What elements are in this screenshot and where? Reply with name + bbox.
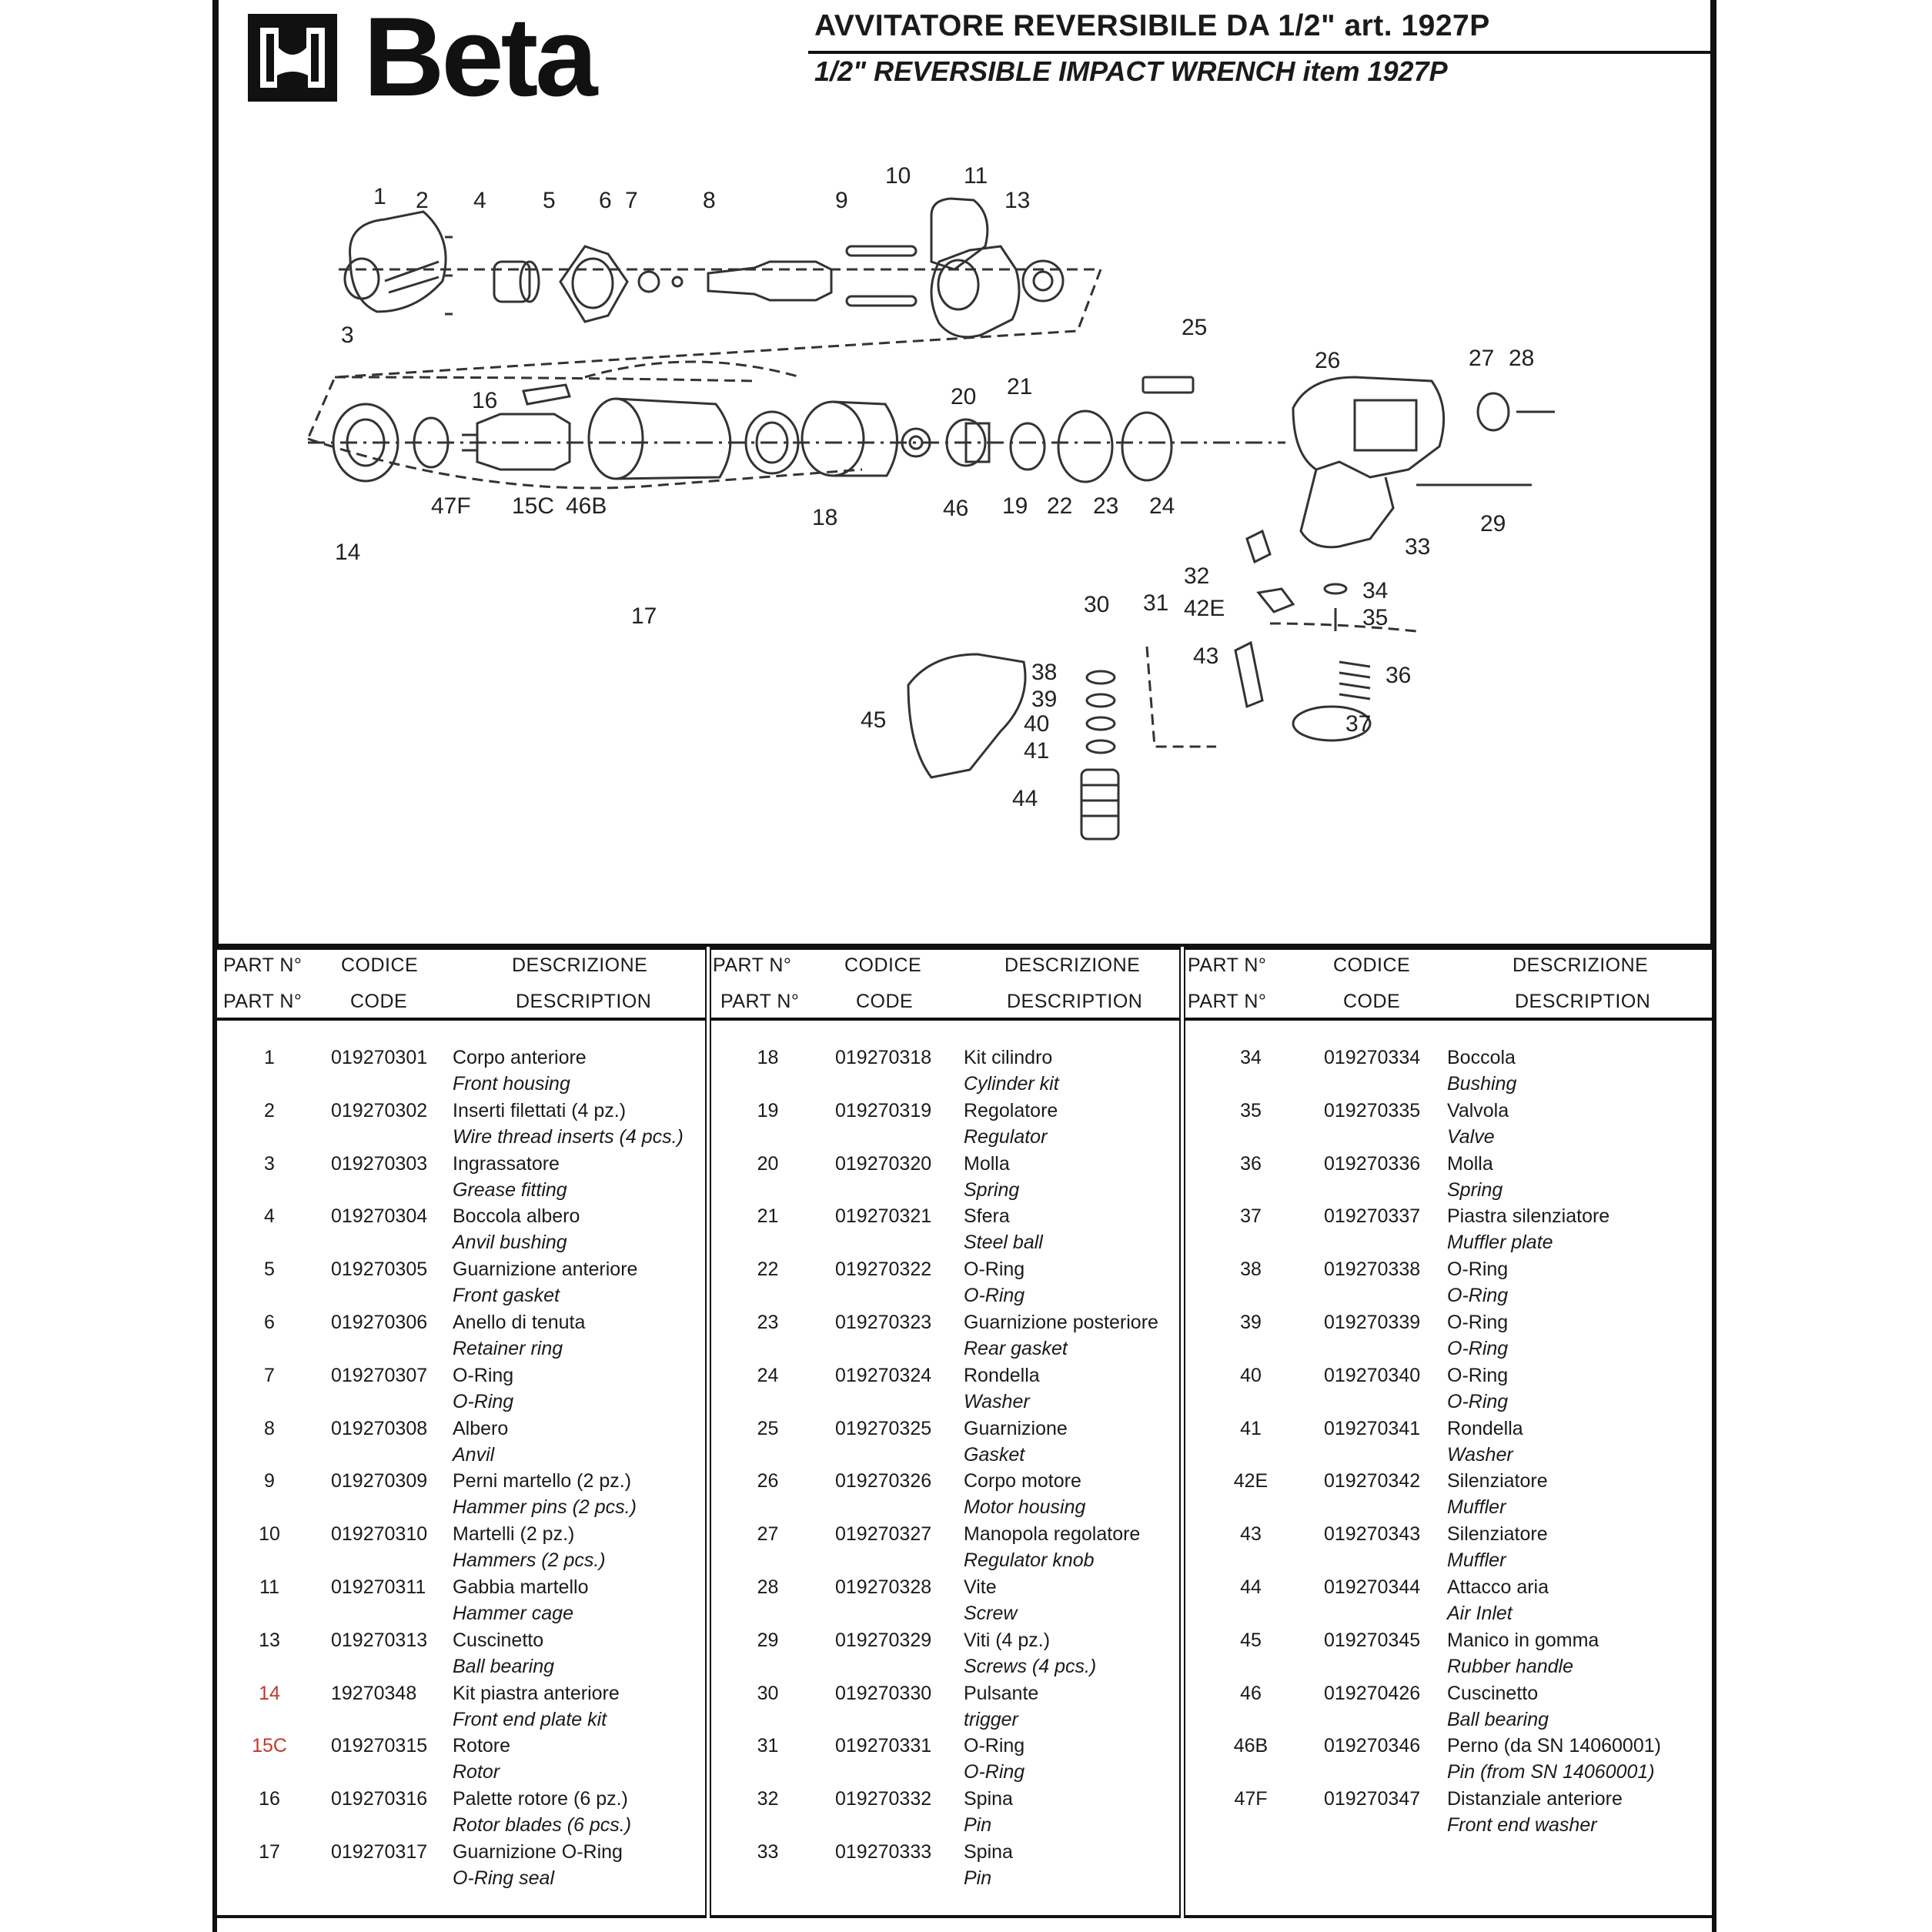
part-code: 019270305 (331, 1258, 428, 1281)
part-code: 019270327 (835, 1523, 932, 1546)
part-number: 44 (1240, 1576, 1262, 1598)
part-number: 18 (757, 1047, 779, 1068)
description-italian: Rotore (453, 1735, 511, 1757)
svg-text:4: 4 (473, 188, 486, 213)
description-english: Hammer pins (2 pcs.) (453, 1496, 637, 1519)
part-code: 019270344 (1324, 1576, 1421, 1598)
part-code: 019270335 (1324, 1099, 1421, 1121)
svg-text:30: 30 (1084, 592, 1110, 617)
part-number: 35 (1240, 1099, 1262, 1121)
svg-text:28: 28 (1509, 346, 1535, 371)
part-number: 15C (252, 1735, 287, 1757)
svg-text:31: 31 (1143, 590, 1169, 616)
svg-text:46: 46 (943, 496, 969, 521)
description-english: Cylinder kit (964, 1073, 1059, 1095)
svg-text:11: 11 (964, 163, 988, 189)
description-italian: Sfera (964, 1205, 1010, 1228)
table-top-rule (216, 947, 1713, 950)
part-code: 019270336 (1324, 1152, 1421, 1175)
svg-text:44: 44 (1012, 786, 1038, 811)
description-english: O-Ring (964, 1285, 1025, 1307)
svg-text:1: 1 (373, 184, 386, 209)
part-number: 4 (264, 1205, 275, 1228)
part-number: 28 (757, 1576, 779, 1598)
description-italian: Ingrassatore (453, 1152, 560, 1175)
part-code: 019270345 (1324, 1629, 1421, 1651)
description-italian: Pulsante (964, 1682, 1039, 1704)
part-code: 019270316 (331, 1788, 428, 1810)
svg-text:7: 7 (625, 188, 638, 213)
part-number: 38 (1240, 1258, 1262, 1281)
svg-text:37: 37 (1345, 711, 1372, 737)
description-italian: Kit cilindro (964, 1047, 1053, 1068)
description-english: Air Inlet (1447, 1603, 1513, 1624)
header-desc-it: DESCRIZIONE (512, 954, 648, 976)
part-number: 6 (264, 1312, 275, 1333)
description-english: Front housing (453, 1073, 570, 1095)
svg-text:43: 43 (1193, 643, 1219, 669)
part-code: 019270343 (1324, 1523, 1421, 1546)
part-code: 019270308 (331, 1417, 428, 1439)
title-english: 1/2" REVERSIBLE IMPACT WRENCH item 1927P (814, 55, 1448, 87)
svg-text:35: 35 (1362, 605, 1389, 630)
description-english: Ball bearing (1447, 1708, 1549, 1730)
description-italian: Piastra silenziatore (1447, 1205, 1610, 1228)
description-italian: Kit piastra anteriore (453, 1682, 620, 1704)
description-english: Hammers (2 pcs.) (453, 1549, 606, 1572)
description-english: O-Ring (453, 1390, 514, 1412)
description-italian: O-Ring (453, 1364, 514, 1386)
part-number: 2 (264, 1099, 275, 1121)
part-number: 39 (1240, 1312, 1262, 1333)
svg-text:15C: 15C (512, 493, 555, 519)
part-code: 019270306 (331, 1312, 428, 1333)
description-english: Front end plate kit (453, 1708, 607, 1730)
exploded-diagram-drawing (262, 146, 1601, 885)
description-italian: Molla (964, 1152, 1010, 1175)
part-code: 019270325 (835, 1417, 932, 1439)
part-number: 33 (757, 1841, 779, 1863)
description-italian: Viti (4 pz.) (964, 1629, 1051, 1651)
svg-text:20: 20 (951, 384, 977, 409)
part-code: 019270323 (835, 1312, 932, 1333)
part-code: 019270309 (331, 1470, 428, 1492)
beta-logo (248, 0, 625, 119)
part-code: 19270348 (331, 1682, 417, 1704)
svg-text:26: 26 (1315, 348, 1341, 373)
part-number: 13 (259, 1629, 280, 1651)
description-english: Motor housing (964, 1496, 1086, 1519)
part-code: 019270342 (1324, 1470, 1421, 1492)
description-italian: Silenziatore (1447, 1470, 1548, 1492)
description-italian: Vite (964, 1576, 997, 1598)
part-number: 25 (757, 1417, 779, 1439)
description-english: Spring (964, 1178, 1020, 1201)
description-english: Hammer cage (453, 1603, 573, 1624)
description-italian: Attacco aria (1447, 1576, 1549, 1598)
table-bottom-rule (216, 1915, 1713, 1918)
part-code: 019270324 (835, 1364, 932, 1386)
part-number: 43 (1240, 1523, 1262, 1546)
svg-text:42E: 42E (1184, 596, 1225, 621)
part-number: 22 (757, 1258, 779, 1281)
description-english: Pin (964, 1814, 992, 1837)
svg-text:41: 41 (1024, 738, 1050, 764)
exploded-diagram (262, 146, 1601, 885)
description-italian: Manopola regolatore (964, 1523, 1141, 1546)
part-number: 3 (264, 1152, 275, 1175)
header-desc-en: DESCRIPTION (516, 991, 652, 1012)
svg-text:38: 38 (1031, 660, 1058, 685)
svg-text:46B: 46B (566, 493, 607, 519)
part-code: 019270317 (331, 1841, 428, 1863)
description-english: O-Ring (1447, 1390, 1509, 1412)
part-number: 47F (1234, 1788, 1268, 1810)
header-desc-it: DESCRIZIONE (1513, 954, 1649, 976)
description-english: Front end washer (1447, 1814, 1597, 1837)
part-number: 16 (259, 1788, 280, 1810)
description-italian: O-Ring (1447, 1258, 1509, 1281)
description-italian: O-Ring (964, 1735, 1025, 1757)
description-italian: Spina (964, 1841, 1013, 1863)
part-number: 8 (264, 1417, 275, 1439)
part-number: 21 (757, 1205, 779, 1228)
header-part-it: PART N° (223, 954, 303, 976)
description-italian: Regolatore (964, 1099, 1058, 1121)
table-header-rule (216, 1018, 1713, 1021)
svg-text:6: 6 (599, 188, 612, 213)
svg-text:8: 8 (703, 188, 716, 213)
part-code: 019270330 (835, 1682, 932, 1704)
brand-name: Beta (363, 0, 595, 119)
svg-text:5: 5 (543, 188, 556, 213)
svg-text:9: 9 (835, 188, 848, 213)
part-code: 019270322 (835, 1258, 932, 1281)
description-italian: Distanziale anteriore (1447, 1788, 1623, 1810)
title-rule (808, 51, 1713, 54)
header-part-en: PART N° (1188, 991, 1267, 1012)
description-english: Ball bearing (453, 1655, 555, 1677)
header-code-it: CODICE (1333, 954, 1411, 976)
svg-text:14: 14 (335, 540, 361, 565)
description-english: Anvil (453, 1443, 495, 1466)
description-english: O-Ring (1447, 1338, 1509, 1359)
description-english: Rubber handle (1447, 1655, 1574, 1677)
description-italian: Corpo motore (964, 1470, 1081, 1492)
part-code: 019270340 (1324, 1364, 1421, 1386)
svg-text:10: 10 (885, 163, 911, 189)
part-code: 019270337 (1324, 1205, 1421, 1228)
part-code: 019270304 (331, 1205, 428, 1228)
svg-text:34: 34 (1362, 578, 1389, 603)
part-number: 26 (757, 1470, 779, 1492)
part-code: 019270346 (1324, 1735, 1421, 1757)
column-divider-1 (705, 947, 711, 1918)
part-number: 40 (1240, 1364, 1262, 1386)
description-english: trigger (964, 1708, 1018, 1730)
description-italian: Valvola (1447, 1099, 1509, 1121)
svg-text:16: 16 (472, 388, 498, 413)
description-italian: Perni martello (2 pz.) (453, 1470, 632, 1492)
part-code: 019270313 (331, 1629, 428, 1651)
description-english: Gasket (964, 1443, 1025, 1466)
part-number: 42E (1233, 1470, 1269, 1492)
svg-text:23: 23 (1093, 493, 1119, 519)
part-number: 10 (259, 1523, 280, 1546)
description-english: Valve (1447, 1125, 1495, 1148)
description-english: Retainer ring (453, 1338, 563, 1359)
description-italian: O-Ring (1447, 1312, 1509, 1333)
header-desc-en: DESCRIPTION (1007, 991, 1143, 1012)
description-italian: Perno (da SN 14060001) (1447, 1735, 1661, 1757)
svg-text:24: 24 (1149, 493, 1175, 519)
part-code: 019270318 (835, 1047, 932, 1068)
part-code: 019270334 (1324, 1047, 1421, 1068)
description-english: Pin (from SN 14060001) (1447, 1761, 1655, 1783)
part-number: 46 (1240, 1682, 1262, 1704)
description-english: Anvil bushing (453, 1232, 567, 1254)
part-code: 019270303 (331, 1152, 428, 1175)
description-italian: Rondella (964, 1364, 1040, 1386)
part-number: 29 (757, 1629, 779, 1651)
part-code: 019270302 (331, 1099, 428, 1121)
part-number: 30 (757, 1682, 779, 1704)
header-part-it: PART N° (1188, 954, 1267, 976)
description-english: Screw (964, 1603, 1018, 1624)
part-code: 019270301 (331, 1047, 428, 1068)
svg-text:25: 25 (1182, 315, 1208, 340)
description-english: Bushing (1447, 1073, 1517, 1095)
description-italian: Palette rotore (6 pz.) (453, 1788, 628, 1810)
description-english: Spring (1447, 1178, 1503, 1201)
part-number: 37 (1240, 1205, 1262, 1228)
part-number: 32 (757, 1788, 779, 1810)
part-number: 5 (264, 1258, 275, 1281)
description-italian: Albero (453, 1417, 509, 1439)
part-number: 34 (1240, 1047, 1262, 1068)
description-italian: Corpo anteriore (453, 1047, 587, 1068)
description-english: Wire thread inserts (4 pcs.) (453, 1125, 684, 1148)
description-italian: Guarnizione (964, 1417, 1068, 1439)
svg-text:45: 45 (861, 707, 887, 733)
part-code: 019270315 (331, 1735, 428, 1757)
part-code: 019270333 (835, 1841, 932, 1863)
part-number: 19 (757, 1099, 779, 1121)
svg-text:36: 36 (1385, 663, 1412, 688)
description-italian: Boccola (1447, 1047, 1516, 1068)
description-english: Washer (1447, 1443, 1513, 1466)
header-desc-it: DESCRIZIONE (1004, 954, 1141, 976)
svg-text:21: 21 (1007, 374, 1033, 399)
column-divider-2 (1179, 947, 1185, 1918)
part-number: 7 (264, 1364, 275, 1386)
header-code-en: CODE (856, 991, 914, 1012)
part-code: 019270339 (1324, 1312, 1421, 1333)
part-number: 45 (1240, 1629, 1262, 1651)
part-code: 019270307 (331, 1364, 428, 1386)
description-english: Muffler (1447, 1549, 1506, 1572)
description-english: Grease fitting (453, 1178, 567, 1201)
description-italian: Cuscinetto (453, 1629, 544, 1651)
description-english: Front gasket (453, 1285, 560, 1307)
description-english: Rotor (453, 1761, 500, 1783)
description-italian: Gabbia martello (453, 1576, 589, 1598)
description-italian: O-Ring (1447, 1364, 1509, 1386)
part-code: 019270311 (331, 1576, 426, 1598)
description-italian: Guarnizione O-Ring (453, 1841, 623, 1863)
description-english: Rotor blades (6 pcs.) (453, 1814, 632, 1837)
header-code-en: CODE (1343, 991, 1401, 1012)
header-code-it: CODICE (844, 954, 922, 976)
description-english: O-Ring (964, 1761, 1025, 1783)
wrench-logo-icon (248, 14, 337, 102)
description-italian: Rondella (1447, 1417, 1523, 1439)
part-code: 019270331 (835, 1735, 932, 1757)
header-part-en: PART N° (720, 991, 800, 1012)
header-part-en: PART N° (223, 991, 303, 1012)
description-italian: Martelli (2 pz.) (453, 1523, 575, 1546)
description-english: Screws (4 pcs.) (964, 1655, 1097, 1677)
svg-text:18: 18 (812, 505, 838, 530)
description-english: Steel ball (964, 1232, 1043, 1254)
part-code: 019270326 (835, 1470, 932, 1492)
description-italian: Spina (964, 1788, 1013, 1810)
svg-text:47F: 47F (431, 493, 471, 519)
description-english: O-Ring seal (453, 1867, 554, 1889)
part-code: 019270341 (1324, 1417, 1421, 1439)
part-code: 019270329 (835, 1629, 932, 1651)
part-code: 019270310 (331, 1523, 428, 1546)
svg-text:33: 33 (1405, 534, 1431, 560)
description-italian: O-Ring (964, 1258, 1025, 1281)
header-part-it: PART N° (713, 954, 792, 976)
svg-text:19: 19 (1002, 493, 1028, 519)
svg-text:22: 22 (1047, 493, 1073, 519)
description-english: Muffler plate (1447, 1232, 1553, 1254)
part-code: 019270320 (835, 1152, 932, 1175)
part-number: 14 (259, 1682, 280, 1704)
part-number: 24 (757, 1364, 779, 1386)
description-italian: Manico in gomma (1447, 1629, 1599, 1651)
svg-text:40: 40 (1024, 711, 1050, 737)
description-english: Regulator knob (964, 1549, 1095, 1572)
part-code: 019270321 (835, 1205, 932, 1228)
part-number: 1 (264, 1047, 275, 1068)
svg-text:39: 39 (1031, 687, 1058, 712)
description-italian: Molla (1447, 1152, 1493, 1175)
description-italian: Boccola albero (453, 1205, 580, 1228)
part-code: 019270319 (835, 1099, 932, 1121)
part-code: 019270328 (835, 1576, 932, 1598)
description-italian: Inserti filettati (4 pz.) (453, 1099, 627, 1121)
part-number: 31 (757, 1735, 779, 1757)
header-code-it: CODICE (341, 954, 419, 976)
part-number: 17 (259, 1841, 280, 1863)
description-english: Pin (964, 1867, 992, 1889)
part-number: 41 (1240, 1417, 1262, 1439)
part-number: 46B (1233, 1735, 1269, 1757)
part-code: 019270347 (1324, 1788, 1421, 1810)
part-code: 019270338 (1324, 1258, 1421, 1281)
description-italian: Cuscinetto (1447, 1682, 1539, 1704)
svg-text:27: 27 (1469, 346, 1495, 371)
svg-text:2: 2 (416, 188, 429, 213)
part-number: 36 (1240, 1152, 1262, 1175)
description-english: Muffler (1447, 1496, 1506, 1519)
svg-text:3: 3 (341, 323, 354, 348)
description-english: Washer (964, 1390, 1030, 1412)
description-english: Rear gasket (964, 1338, 1068, 1359)
description-italian: Anello di tenuta (453, 1312, 586, 1333)
description-english: Regulator (964, 1125, 1048, 1148)
description-italian: Guarnizione anteriore (453, 1258, 638, 1281)
svg-text:32: 32 (1184, 563, 1210, 589)
svg-text:13: 13 (1004, 188, 1031, 213)
description-italian: Silenziatore (1447, 1523, 1548, 1546)
part-number: 9 (264, 1470, 275, 1492)
part-number: 11 (259, 1576, 279, 1598)
svg-text:29: 29 (1480, 511, 1506, 536)
header-code-en: CODE (350, 991, 408, 1012)
description-italian: Guarnizione posteriore (964, 1312, 1158, 1333)
part-number: 20 (757, 1152, 779, 1175)
svg-text:17: 17 (631, 603, 657, 629)
description-english: O-Ring (1447, 1285, 1509, 1307)
part-code: 019270426 (1324, 1682, 1421, 1704)
part-number: 23 (757, 1312, 779, 1333)
header-desc-en: DESCRIPTION (1515, 991, 1651, 1012)
title-italian: AVVITATORE REVERSIBILE DA 1/2" art. 1927P (814, 9, 1490, 42)
part-number: 27 (757, 1523, 779, 1546)
part-code: 019270332 (835, 1788, 932, 1810)
